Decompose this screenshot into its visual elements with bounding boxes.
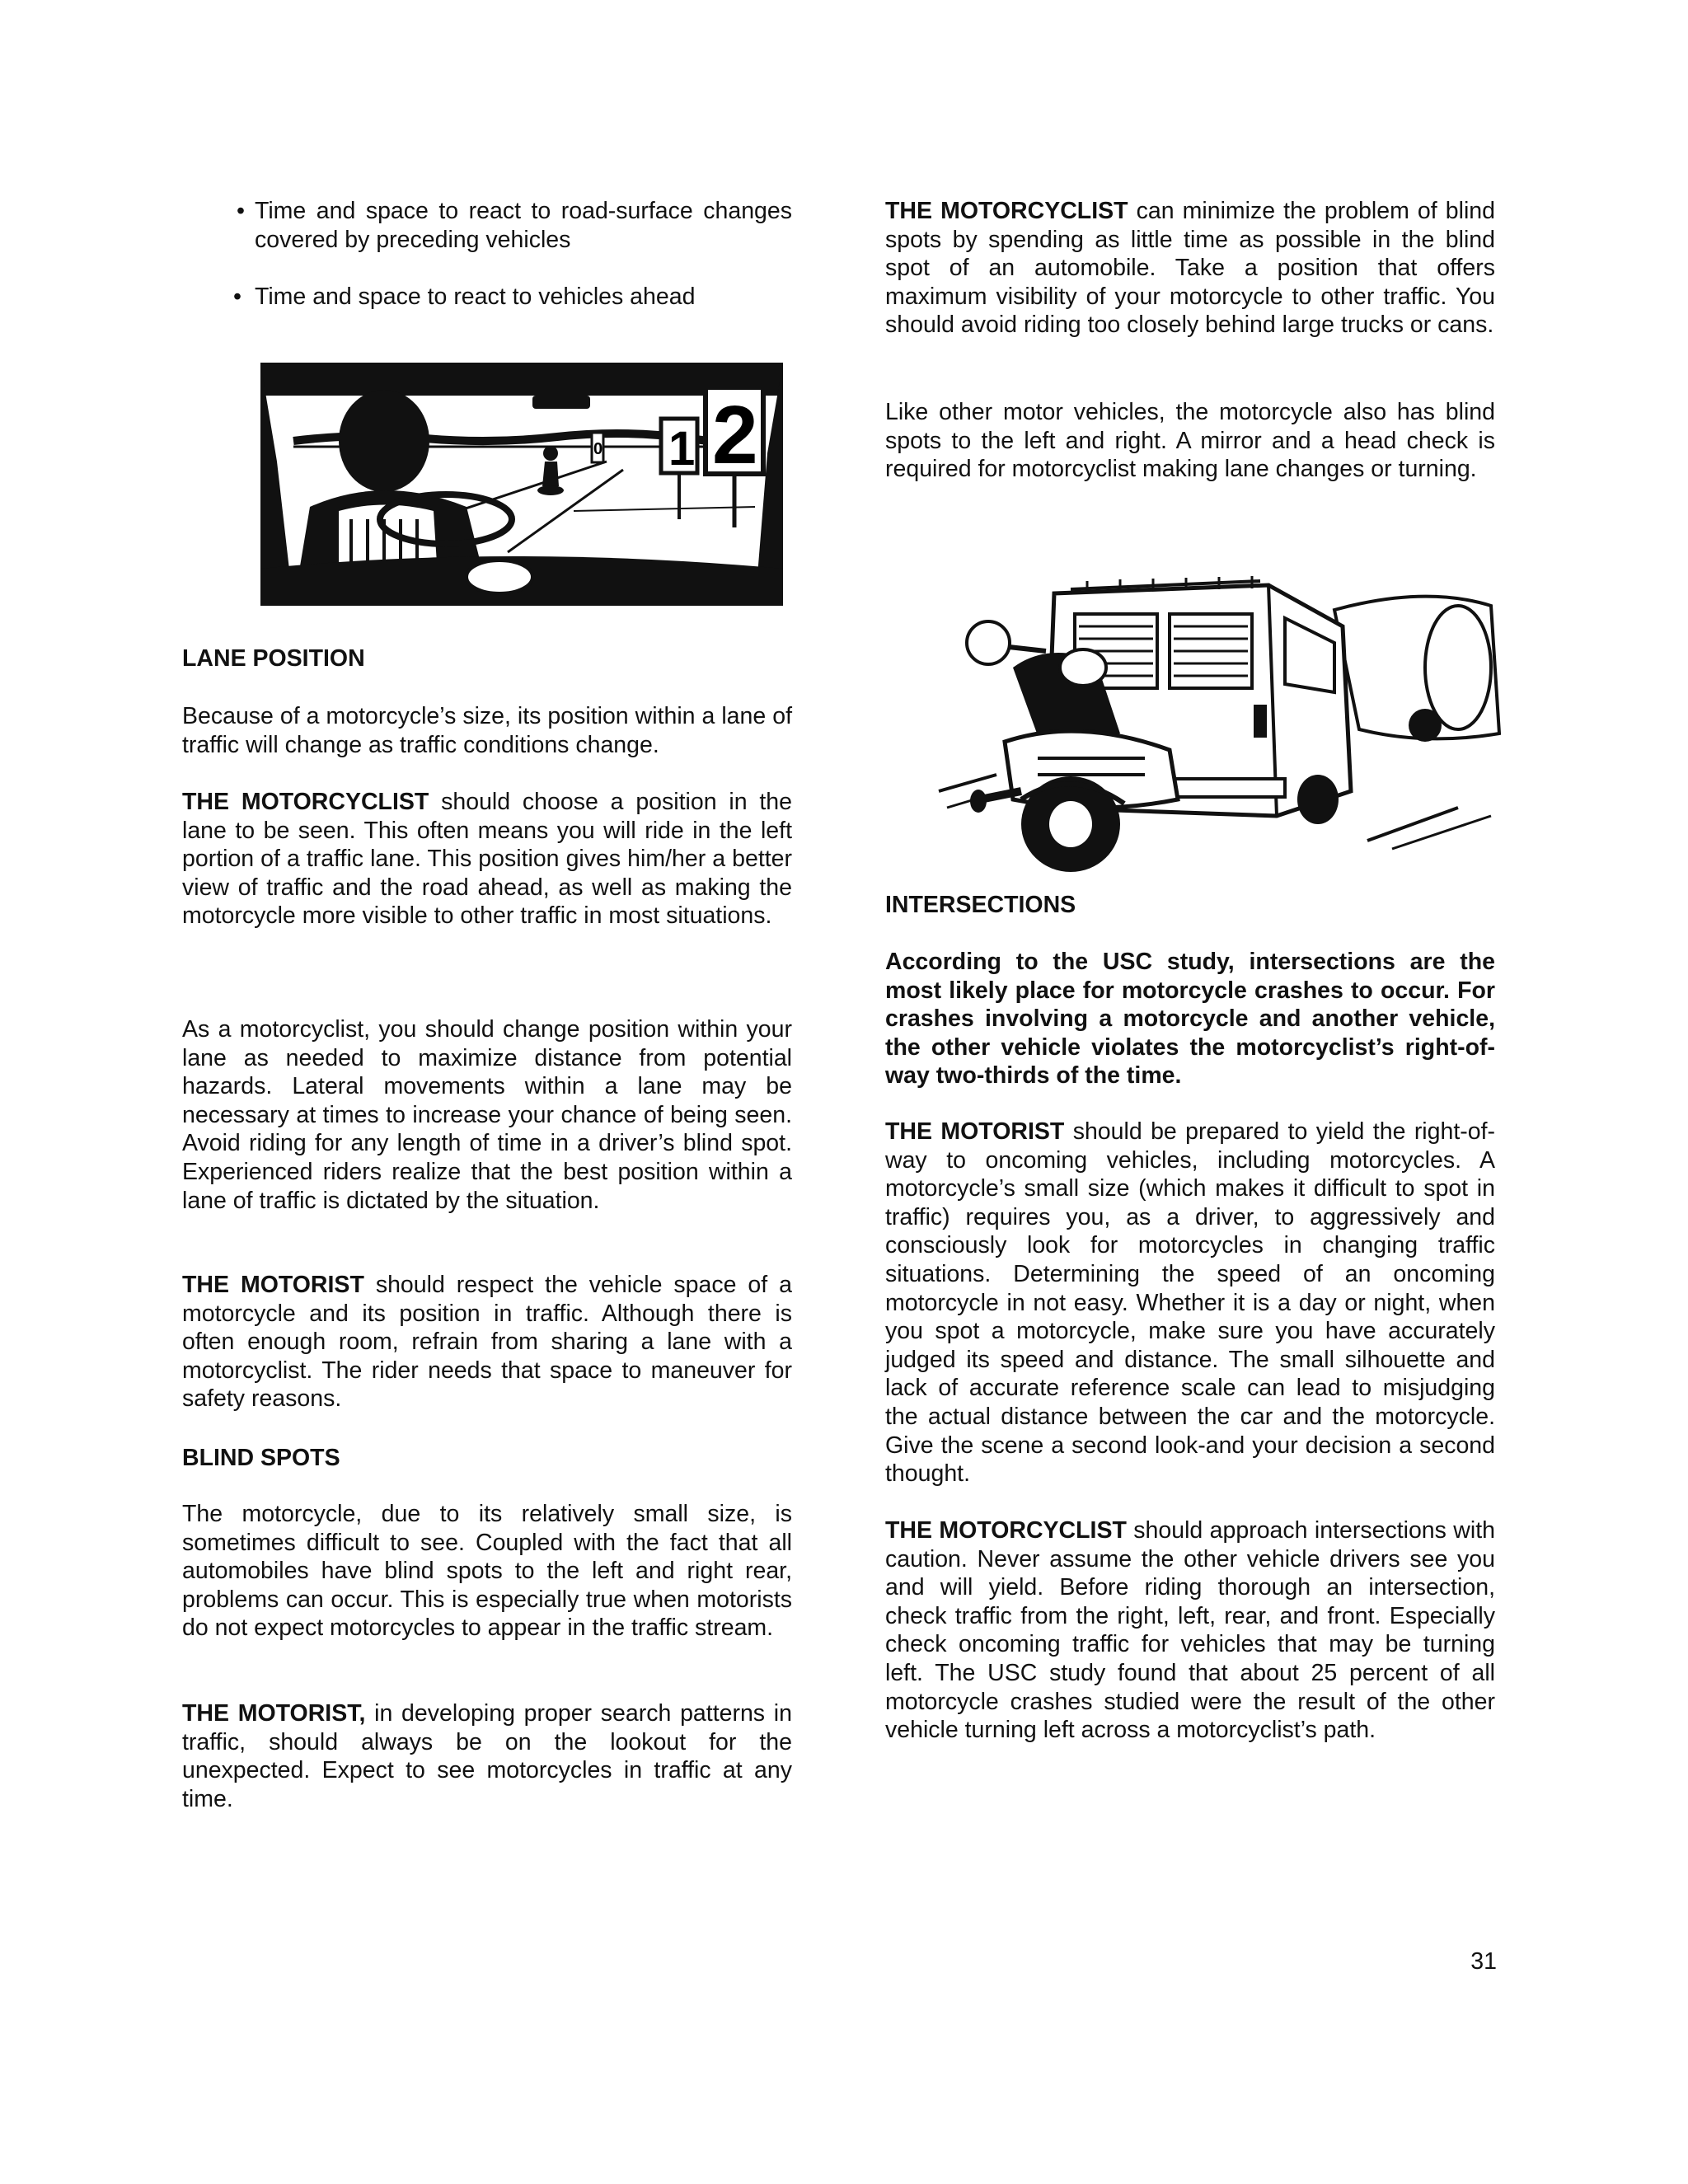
body-text: should choose a position in the lane to be seen. This often means you will ride in the left portion of a traffic lane. This position gives him/her a better view of traffic and the road ahead, as well as making the motorcycle more visible to other traffic in most situations. (182, 789, 792, 930)
lane-position-motorist-paragraph (182, 1271, 792, 1413)
lead-text: THE MOTORIST, (182, 1700, 366, 1727)
blind-spots-motorist-paragraph (182, 1699, 792, 1813)
body-text: should respect the vehicle space of a motorcycle and its position in traffic. Although there is often enough room, refrain from sharing a lane with a motorcyclist. The rider needs that space to maneuver for safety reasons. (182, 1272, 793, 1413)
sign-2-label: 2 (712, 389, 758, 481)
intersections-motorcyclist-paragraph (885, 1516, 1495, 1745)
blind-spots-paragraph: The motorcycle, due to its relatively small size, is sometimes difficult to see. Coupled with the fact that all automobiles have blind spots to the left and right rear, problems can occur. This is especially true when motorists do not expect motorcycles to appear in the traffic stream. (182, 1501, 792, 1642)
heading-intersections: INTERSECTIONS (885, 892, 1076, 918)
blind-spots-mirror-paragraph: Like other motor vehicles, the motorcycle also has blind spots to the left and right. A mirror and a head check is required for motorcyclist making lane changes or turning. (885, 399, 1495, 483)
lead-text: THE MOTORCYCLIST (885, 198, 1128, 224)
lead-text: THE MOTORIST (182, 1272, 364, 1298)
body-text: in developing proper search patterns in traffic, should always be on the lookout for the unexpected. Expect to see motorcycles in traffic at any time. (182, 1700, 792, 1812)
motorcycle-van-illustration (931, 569, 1507, 882)
bullet-text: Time and space to react to vehicles ahead (255, 284, 696, 310)
bullet-symbol: • (233, 284, 241, 310)
heading-lane-position: LANE POSITION (182, 645, 365, 672)
sign-1-label: 1 (668, 422, 696, 476)
intersections-motorist-paragraph (885, 1118, 1495, 1488)
heading-blind-spots: BLIND SPOTS (182, 1445, 340, 1471)
lead-text: THE MOTORCYCLIST (182, 789, 429, 815)
motorcycle-van-drawing (931, 569, 1507, 882)
body-text: should approach intersections with caution. Never assume the other vehicle drivers see you and will yield. Before riding thorough an intersection, check traffic from the right, left, rear, and front. Especially check oncoming traffic for vehicles that may be turning left. The USC study found that about 25 percent of all motorcycle crashes studied were the result of the other vehicle turning left across a motorcyclist’s path. (885, 1517, 1495, 1744)
page-number: 31 (1470, 1948, 1497, 1975)
body-text: should be prepared to yield the right-of-way to oncoming vehicles, including motorcycles. A motorcycle’s small size (which makes it difficult to spot in traffic) requires you, as a driver, to aggressively and consciously look for motorcycles in changing traffic situations. Determining the speed of an oncoming motorcycle in not easy. Whether it is a day or night, when you spot a motorcycle, make sure you have accurately judged its speed and distance. The small silhouette and lack of accurate reference scale can lead to misjudging the actual distance between the car and the motorcycle. Give the scene a second look-and your decision a second thought. (885, 1118, 1496, 1488)
bullet-symbol: • (237, 198, 245, 224)
blind-spots-motorcyclist-paragraph (885, 197, 1495, 340)
body-text: can minimize the problem of blind spots by spending as little time as possible in the blind spot of an automobile. Take a position that offers maximum visibility of your motorcycle to other traffic. You should avoid riding too closely behind large trucks or cans. (885, 198, 1495, 339)
windshield-illustration (260, 363, 783, 606)
windshield-drawing (260, 363, 783, 606)
lane-position-paragraph: Because of a motorcycle’s size, its position within a lane of traffic will change as traffic conditions change. (182, 703, 792, 758)
lane-position-change-paragraph: As a motorcyclist, you should change position within your lane as needed to maximize distance from potential hazards. Lateral movements within a lane may be necessary at times to increase your chance of being seen. Avoid riding for any length of time in a driver’s blind spot. Experienced riders realize that the best position within a lane of traffic is dictated by the situation. (182, 1016, 792, 1214)
bullet-text: Time and space to react to road-surface changes covered by preceding vehicles (255, 198, 792, 253)
lead-text: THE MOTORIST (885, 1118, 1065, 1145)
lead-text: THE MOTORCYCLIST (885, 1517, 1127, 1544)
intersections-usc-paragraph: According to the USC study, intersections are the most likely place for motorcycle crashes to occur. For crashes involving a motorcycle and another vehicle, the other vehicle violates the motorcyclist’s right-of-way two-thirds of the time. (885, 949, 1495, 1090)
lane-position-motorcyclist-paragraph (182, 788, 792, 930)
sign-0-label: 0 (593, 440, 603, 458)
